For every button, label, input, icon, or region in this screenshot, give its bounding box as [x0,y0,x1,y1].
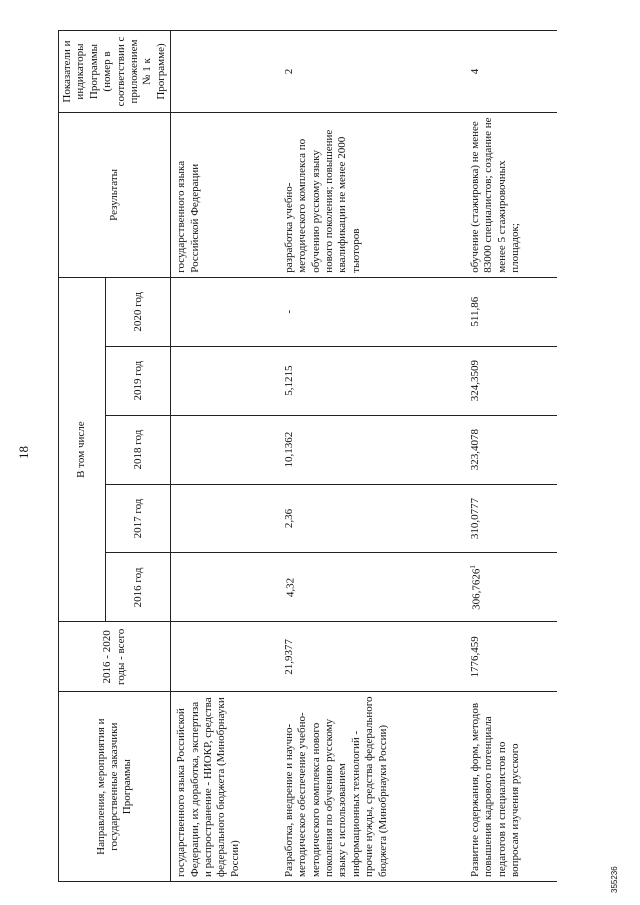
cell-2017: 310,0777 [465,484,557,553]
header-total: 2016 - 2020 годы - всего [59,622,171,692]
header-including: В том числе [59,277,106,622]
cell-results: обучение (стажировка) не менее 83000 специалистов; создание не менее 5 стажировочных площадок; [465,113,557,278]
cell-results: государственного языка Российской Федерации [171,113,279,278]
cell-2016 [465,553,557,622]
program-table [58,30,557,882]
footnote-mark: 1 [468,565,477,569]
cell-2018: 323,4078 [465,415,557,484]
header-indicators: Показатели и индикаторы Программы (номер в соответствии с приложением № 1 к Программе) [59,31,171,113]
header-year-2016: 2016 год [106,553,171,622]
document-code: 355236 [610,866,619,893]
cell-total [171,622,279,692]
header-directions: Направления, мероприятия и государственные заказчики Программы [59,692,171,882]
cell-2018: 10,1362 [279,415,465,484]
cell-indicator [171,31,279,113]
cell-indicator: 4 [465,31,557,113]
cell-2019: 5,1215 [279,346,465,415]
cell-2018 [171,415,279,484]
cell-indicator: 2 [279,31,465,113]
cell-2020: 511,86 [465,277,557,346]
cell-2016-value: 4,32 [284,577,297,598]
cell-total: 1776,459 [465,622,557,692]
table-row [279,31,465,882]
cell-direction: Развитие содержания, форм, методов повышения кадрового потенциала педагогов и специалистов по вопросам изучения русского [465,692,557,882]
cell-direction: государственного языка Российской Федерации, их доработка, экспертиза и распространение - НИОКР, средства федерального бюджета (Минобрнауки России) [171,692,279,882]
header-year-2019: 2019 год [106,346,171,415]
cell-2016 [279,553,465,622]
header-year-2018: 2018 год [106,415,171,484]
cell-2016 [171,553,279,622]
cell-2020: - [279,277,465,346]
header-year-2017: 2017 год [106,484,171,553]
page-number: 18 [16,446,31,459]
cell-2017 [171,484,279,553]
cell-total: 21,9377 [279,622,465,692]
table-row [465,31,557,882]
cell-2019 [171,346,279,415]
cell-results: разработка учебно-методического комплекса по обучению русскому языку нового поколения; повышение квалификации не менее 2000 тьюторов [279,113,465,278]
header-results: Результаты [59,113,171,278]
cell-2017: 2,36 [279,484,465,553]
cell-2020 [171,277,279,346]
cell-direction: Разработка, внедрение и научно-методическое обеспечение учебно-методического комплекса нового поколения по обучению русскому языку с использованием информационных технологий - прочие нужды, средства федерального бюджета (Минобрнауки России) [279,692,465,882]
table-row [171,31,279,882]
cell-2016-value: 306,7626 [470,568,483,610]
header-year-2020: 2020 год [106,277,171,346]
cell-2019: 324,3509 [465,346,557,415]
